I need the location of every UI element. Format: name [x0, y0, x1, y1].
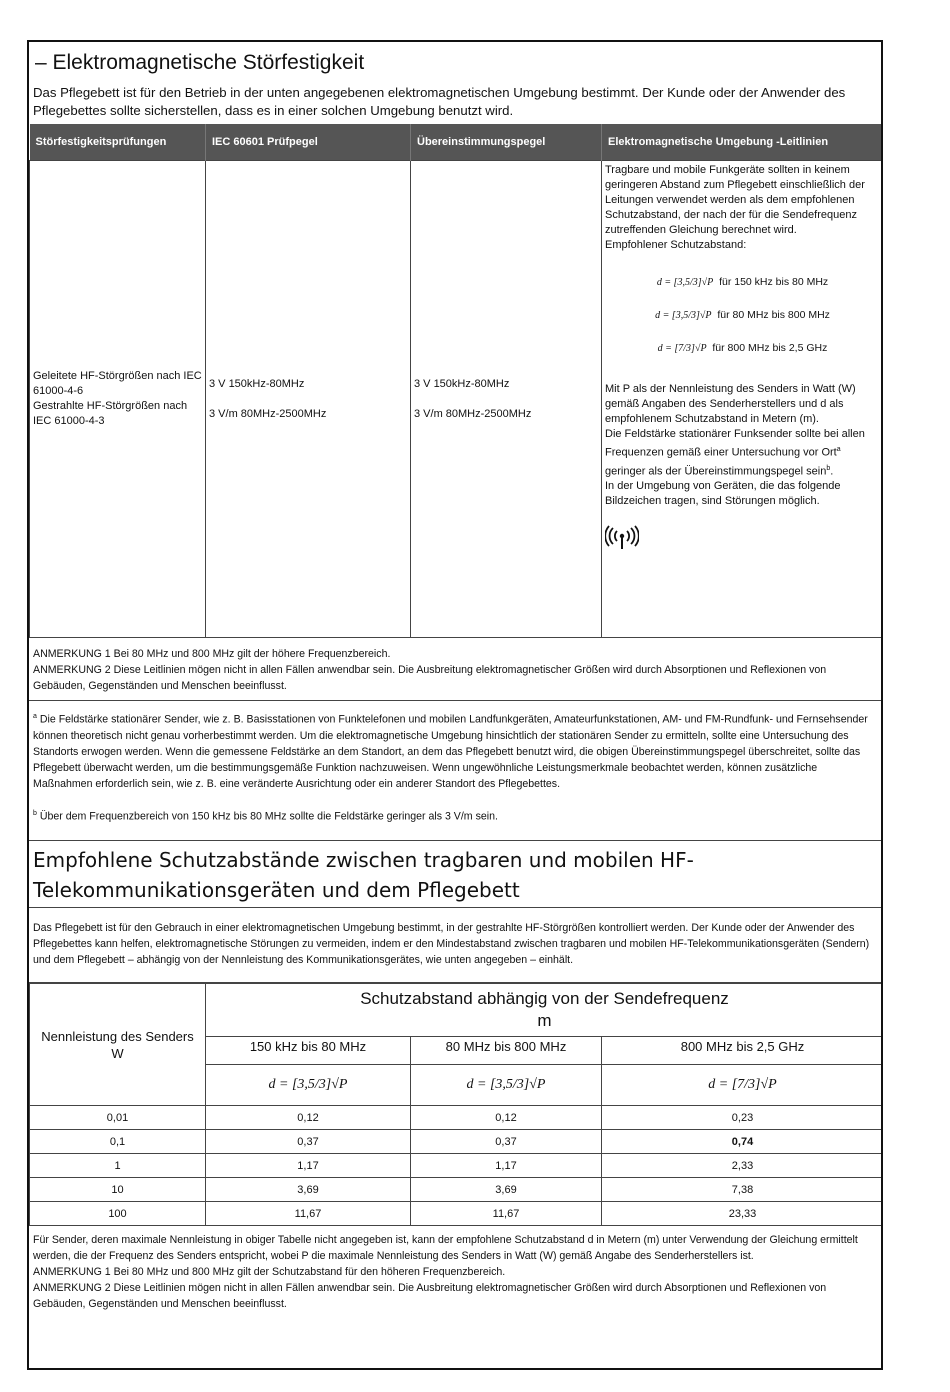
equation-1-range: für 150 kHz bis 80 MHz [719, 276, 829, 288]
power-value: 0,01 [30, 1106, 206, 1130]
band-1-label: 150 kHz bis 80 MHz [206, 1037, 411, 1065]
equation-3-range: für 800 MHz bis 2,5 GHz [712, 342, 828, 354]
distance-band-1: 0,12 [206, 1106, 411, 1130]
power-value: 0,1 [30, 1130, 206, 1154]
table-row [30, 1130, 884, 1154]
distance-band-2: 0,37 [411, 1130, 602, 1154]
header-immunity-test: Störfestigkeitsprüfungen [30, 124, 206, 161]
section1-notes: ANMERKUNG 1 Bei 80 MHz und 800 MHz gilt der höhere Frequenzbereich. ANMERKUNG 2 Diese Leitlinien mögen nicht in allen Fällen anwendbar sein. Die Ausbreitung elektromagnetischer Größen wird durch Absorptionen und Reflexionen von Gebäuden, Gegenständen und Menschen beeinflusst. [29, 638, 881, 701]
distance-band-3: 7,38 [602, 1178, 884, 1202]
cell-test-level: 3 V 150kHz-80MHz 3 V/m 80MHz-2500MHz [206, 161, 411, 638]
guidance-text: Mit P als der Nennleistung des Senders in Watt (W) gemäß Angaben des Senderherstellers und d als empfohlenem Schutzabstand in Metern (m). Die Feldstärke stationärer Funksender sollte bei allen Frequenzen gemäß einer Untersuchung vor Ort$^a$ geringer als der Übereinstimmungspegel sein$^b$. In der Umgebung von Geräten, die das folgende Bildzeichen tragen, sind Störungen möglich. [605, 383, 865, 508]
header-compliance-level: Übereinstimmungspegel [411, 124, 602, 161]
distance-band-2: 11,67 [411, 1202, 602, 1226]
header-test-level: IEC 60601 Prüfpegel [206, 124, 411, 161]
band-1-formula: d = [3,5/3]√P [206, 1065, 411, 1106]
distance-band-1: 1,17 [206, 1154, 411, 1178]
distance-band-1: 11,67 [206, 1202, 411, 1226]
equation-2 [605, 308, 880, 323]
distance-band-1: 0,37 [206, 1130, 411, 1154]
equation-2-range: für 80 MHz bis 800 MHz [717, 309, 830, 321]
table-row [30, 1106, 884, 1130]
immunity-table [29, 124, 883, 638]
distance-band-2: 1,17 [411, 1154, 602, 1178]
distance-band-3: 23,33 [602, 1202, 884, 1226]
power-value: 100 [30, 1202, 206, 1226]
band-3-formula: d = [7/3]√P [602, 1065, 884, 1106]
section2-intro: Das Pflegebett ist für den Gebrauch in einer elektromagnetischen Umgebung bestimmt, in der gestrahlte HF-Störgrößen kontrolliert werden. Der Kunde oder der Anwender des Pflegebettes kann helfen, elektromagnetische Störungen zu vermeiden, indem er den Mindestabstand zwischen tragbaren und mobilen HF-Telekommunikationsgeräten (Sendern) und dem Pflegebett – abhängig von der Nennleistung des Kommunikationsgerätes, wie unten angegeben – einhält. [29, 908, 881, 983]
footnote-b: $^b$ Über dem Frequenzbereich von 150 kHz bis 80 MHz sollte die Feldstärke geringer als 3 V/m sein. [33, 809, 498, 823]
equation-3 [605, 341, 880, 356]
band-3-label: 800 MHz bis 2,5 GHz [602, 1037, 884, 1065]
power-label: Nennleistung des Senders W [30, 984, 206, 1106]
distance-band-3: 0,74 [602, 1130, 884, 1154]
power-value: 10 [30, 1178, 206, 1202]
section1-title: – Elektromagnetische Störfestigkeit [35, 51, 365, 74]
band-2-formula: d = [3,5/3]√P [411, 1065, 602, 1106]
section2-footer: Für Sender, deren maximale Nennleistung in obiger Tabelle nicht angegeben ist, kann der empfohlene Schutzabstand d in Metern (m) unter Verwendung der Gleichung ermittelt werden, die der Frequenz des Senders entspricht, wobei P die maximale Nennleistung des Senders in Watt (W) gemäß Angabe des Senderherstellers ist. ANMERKUNG 1 Bei 80 MHz und 800 MHz gilt der Schutzabstand für den höheren Frequenzbereich. ANMERKUNG 2 Diese Leitlinien mögen nicht in allen Fällen anwendbar sein. Die Ausbreitung elektromagnetischer Größen wird durch Absorptionen und Reflexionen von Gebäuden, Gegenständen und Menschen beeinflusst. [33, 1234, 858, 1311]
equation-1 [605, 275, 880, 290]
equation-2-formula: d = [3,5/3]√P [655, 310, 712, 321]
separation-distance-table [29, 983, 883, 1226]
band-2-label: 80 MHz bis 800 MHz [411, 1037, 602, 1065]
distance-band-2: 0,12 [411, 1106, 602, 1130]
table-title: Schutzabstand abhängig von der Sendefrequenz m [206, 984, 884, 1037]
equation-3-formula: d = [7/3]√P [657, 343, 707, 354]
distance-band-1: 3,69 [206, 1178, 411, 1202]
footnote-a: $^a$ Die Feldstärke stationärer Sender, wie z. B. Basisstationen von Funktelefonen und mobilen Landfunkgeräten, Amateurfunkstationen, AM- und FM-Rundfunk- und Fernsehsender können theoretisch nicht genau vorherbestimmt werden. Um die elektromagnetische Umgebung hinsichtlich der stationären Sender zu ermitteln, sollte eine Untersuchung des Standorts erwogen werden. Wenn die gemessene Feldstärke an dem Standort, an dem das Pflegebett benutzt wird, die obigen Übereinstimmungspegel überschreitet, sollte das Pflegebett überwacht werden, um die bestimmungsgemäße Funktion nachzuweisen. Wenn ungewöhnliche Leistungsmerkmale beobachtet werden, können zusätzliche Maßnahmen erforderlich sein, wie z. B. eine veränderte Ausrichtung oder ein anderer Standort des Pflegebettes. [33, 713, 868, 790]
distance-band-3: 0,23 [602, 1106, 884, 1130]
cell-guidance [602, 161, 884, 638]
distance-band-2: 3,69 [411, 1178, 602, 1202]
immunity-table-header [30, 124, 884, 161]
power-value: 1 [30, 1154, 206, 1178]
cell-immunity-test: Geleitete HF-Störgrößen nach IEC 61000-4-6 Gestrahlte HF-Störgrößen nach IEC 61000-4-3 [30, 161, 206, 638]
equation-1-formula: d = [3,5/3]√P [656, 277, 714, 288]
section1-footnotes [29, 701, 881, 841]
cell-compliance-level: 3 V 150kHz-80MHz 3 V/m 80MHz-2500MHz [411, 161, 602, 638]
document-frame [27, 40, 883, 1370]
distance-band-3: 2,33 [602, 1154, 884, 1178]
table-row [30, 1154, 884, 1178]
table-row [30, 1178, 884, 1202]
rf-emitter-warning-icon [605, 525, 880, 558]
guidance-intro: Tragbare und mobile Funkgeräte sollten in keinem geringeren Abstand zum Pflegebett einschließlich der Leitungen verwendet werden als dem empfohlenen Schutzabstand, der nach der für die Sendefrequenz zutreffenden Gleichung berechnet wird. Empfohlener Schutzabstand: [605, 164, 865, 251]
section2-title: Empfohlene Schutzabstände zwischen tragbaren und mobilen HF-Telekommunikationsgeräten und dem Pflegebett [29, 841, 881, 908]
table-row [30, 161, 884, 638]
header-guidance: Elektromagnetische Umgebung -Leitlinien [602, 124, 884, 161]
section1-intro: Das Pflegebett ist für den Betrieb in der unten angegebenen elektromagnetischen Umgebung bestimmt. Der Kunde oder der Anwender des Pflegebettes sollte sicherstellen, dass es in einer solchen Umgebung benutzt wird. [33, 85, 846, 118]
table-row [30, 1202, 884, 1226]
